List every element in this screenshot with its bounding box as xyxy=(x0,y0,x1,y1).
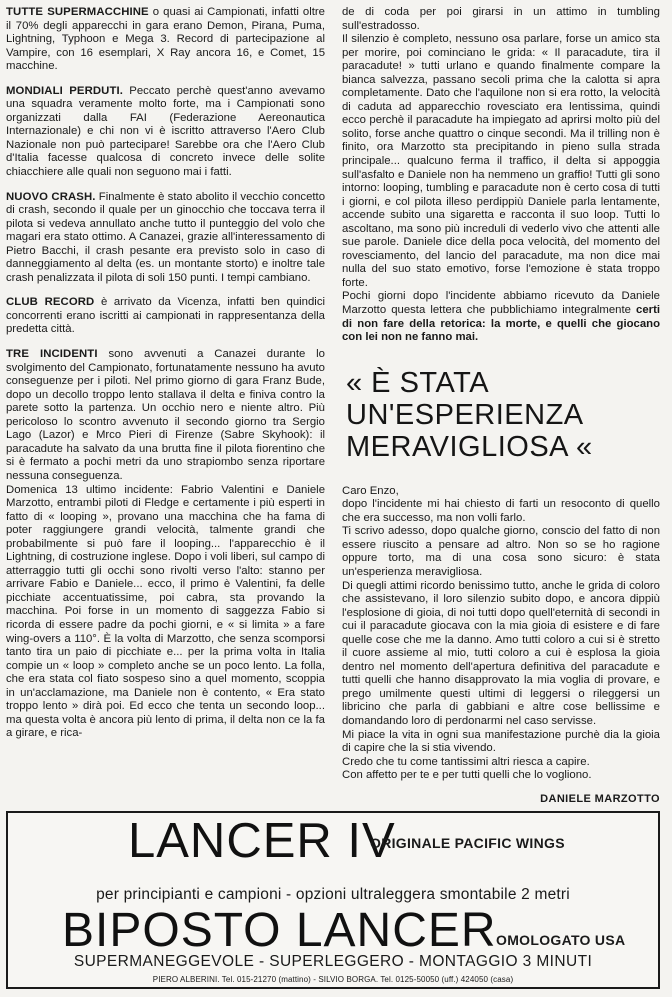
news-item-club-record xyxy=(6,296,325,337)
ad-title-lancer-iv: LANCER IV xyxy=(128,814,396,868)
right-column xyxy=(342,6,660,806)
news-text: o quasi ai Campionati, infatti oltre il 70% degli apparecchi in gara erano Demon, Pirana, Puma, Lightning, Typhoon e Mega 3. Record di partecipazione al Vampire, con 16 esemplari, X Ray ancora 16, e Comet, 15 macchine. xyxy=(6,6,325,73)
letter-salutation: Caro Enzo, xyxy=(342,484,399,497)
news-text: Peccato perchè quest'anno avevamo una squadra veramente molto forte, ma i Campionati sono organizzati dalla FAI (Federazione Aereonautica Internazionale) e chi non vi è iscritto attraverso l'Aero Club Nazionale non può partecipare! Sarebbe ora che l'Aero Club d'Italia facesse qualcosa di concreto invece delle solite chiacchiere alle quali non seguono mai i fatti. xyxy=(6,84,326,179)
ad-features: SUPERMANEGGEVOLE - SUPERLEGGERO - MONTAGGIO 3 MINUTI xyxy=(73,953,593,970)
ad-description: per principianti e campioni - opzioni ultraleggera smontabile 2 metri xyxy=(96,886,570,903)
story-paragraph: Il silenzio è completo, nessuno osa parlare, forse un amico sta per morire, poi cominciano le grida: « Il paracadute, tira il paracadute! » tutti urlano e quando finalmente compare la bianca salvezza, passano secoli prima che la calotta si apra completamente. Dato che l'aquilone non si era rotto, la velocità di caduta ad apparecchio rovesciato era lentissima, quindi ecco perchè il paracadute ha impiegato ad aprirsi molto più del solito, forse anche quattro o cinque secondi. Ma il trilling non è finito, ora Marzotto sta precipitando in pieno sulla strada principale... qualcuno ferma il traffico, il delta si appoggia sull'asfalto e Daniele non ha nemmeno un graffio! Tutti gli sono intorno: looping, tumbling e paracadute non è certo cosa di tutti i giorni, e col pilota illeso perdippiù Daniele parla lentamente, accende subito una sigaretta e racconta il suo loop. Tutti lo ascoltano, ma sono più increduli di vederlo vivo che attenti alle sue parole. Daniele dice della poca velocità, del momento del rovesciamento, del lancio del paracadute, ma non dice mai nulla del suo stato emotivo, forse l'emozione è stata troppo forte. xyxy=(342,33,660,289)
news-item-incidenti xyxy=(6,348,325,741)
headline-line: UN'ESPERIENZA xyxy=(346,398,584,431)
ad-contacts: PIERO ALBERINI. Tel. 015-21270 (mattino) - SILVIO BORGA. Tel. 0125-50050 (uff.) 424050 (casa) xyxy=(152,975,514,984)
story-intro-bold: certi di non fare della retorica: la morte, e quelli che giocano con lei non ne fanno mai. xyxy=(342,304,660,344)
news-text: è arrivato da Vicenza, infatti ben quindici concorrenti erano iscritti ai campionati in rappresentanza della predetta città. xyxy=(6,296,326,336)
letter-paragraph: Con affetto per te e per tutti quelli che lo vogliono. xyxy=(342,769,592,782)
story-intro-text: Pochi giorni dopo l'incidente abbiamo ricevuto da Daniele Marzotto questa lettera che pubblichiamo integralmente xyxy=(342,290,660,317)
news-text: Finalmente è stato abolito il vecchio concetto di crash, secondo il quale per un ginocchio che toccava terra il pilota si vedeva annullato anche tutto il punteggio del volo che magari era stato ottimo. A Canazei, grazie all'interessamento di Pietro Bacchi, il crash pesante era previsto solo in caso di danneggiamento al delta (es. un montante storto) e inoltre tale crash penalizzata il pilota di soli 150 punti. I tempi cambiano. xyxy=(6,190,325,284)
news-item-supermacchine xyxy=(6,6,325,74)
news-item-mondiali xyxy=(6,85,325,180)
news-keyword: MONDIALI PERDUTI. xyxy=(6,84,124,97)
ad-tagline-pacific-wings: ORIGINALE PACIFIC WINGS xyxy=(370,835,565,851)
letter-paragraph: Mi piace la vita in ogni sua manifestazione purchè dia la gioia di capire che la si stia vivendo. xyxy=(342,728,660,755)
letter-signature: DANIELE MARZOTTO xyxy=(540,792,660,805)
news-keyword: CLUB RECORD xyxy=(6,296,95,309)
story-continuation: de di coda per poi girarsi in un attimo in tumbling sull'estradosso. xyxy=(342,6,660,32)
news-text-continued: Domenica 13 ultimo incidente: Fabrio Valentini e Daniele Marzotto, entrambi piloti di Fledge e certamente i più esperti in fatto di « looping », provano una macchina che ha fama di poter raggiungere grandi velocità, talmente grandi che probabilmente si può fare il looping... l'apparecchio è il Lightning, di costruzione inglese. Dopo i voli liberi, sul campo di atterraggio tutti gli occhi sono rivolti verso l'alto: stanno per arrivare Fabio e Daniele... ecco, il primo è Valentini, fa delle picchiate accentuatissime, poi cabra, sta provando la macchina. Poi forse in un momento di saggezza Fabio si ricorda di essere padre da pochi giorni, e « si limita » a fare wing-overs a 110°. È la volta di Marzotto, che senza scomporsi tanto tira un paio di picchiate e... per la prima volta in Italia compie un « loop » completo anche se un poco lento. La folla, che era stata col fiato sospeso sino a quel momento, scoppia in un'acclamazione, ma Daniele non è contento, « Era stato troppo lento » dirà poi. Ed ecco che tenta un secondo loop... ma questa volta è ancora più lento di prima, il delta non ce la fa a girare, e rica- xyxy=(6,483,325,740)
headline-line: « È STATA xyxy=(346,366,490,399)
letter-paragraph: dopo l'incidente mi hai chiesto di farti un resoconto di quello che era successo, ma non volli farlo. xyxy=(342,498,660,524)
advertisement-box xyxy=(6,811,660,989)
news-keyword: NUOVO CRASH. xyxy=(6,190,96,203)
news-text: sono avvenuti a Canazei durante lo svolgimento del Campionato, fortunatamente nessuno ha avuto conseguenze per i piloti. Nel primo giorno di gara Franz Bude, dopo un decollo troppo lento stallava il delta e finiva contro la parete sotto la partenza. Un occhio nero e niente altro. Più pericoloso lo scontro avvenuto il secondo giorno tra Sergio Lago (Lazor) e Mrco Pieri di Firenze (Sabre Skyhook): il paracadute ha salvato da una brutta fine il pilota fiorentino che si è fermato a pochi metri da uno strapiombo senza riportare nessuna conseguenza. xyxy=(6,348,325,482)
ad-tagline-omologato: OMOLOGATO USA xyxy=(496,932,626,948)
story-intro-letter xyxy=(342,290,660,344)
news-keyword: TRE INCIDENTI xyxy=(6,348,98,361)
letter-headline xyxy=(346,367,660,463)
ad-title-biposto: BIPOSTO LANCER xyxy=(62,904,497,957)
letter-paragraph: Credo che tu come tantissimi altri riesca a capire. xyxy=(342,755,590,768)
news-item-crash xyxy=(6,191,325,286)
letter-paragraph: Di quegli attimi ricordo benissimo tutto, anche le grida di coloro che assistevano, il loro silenzio subito dopo, e ancora dippiù l'esplosione di gioia, di noi tutti dopo quell'eternità di secondi in cui il paracadute giocava con la mia gioia di esistere e di fare quelle cose che me la danno. Amo tutti coloro a cui si è stretto il cuore assieme al mio, tutti coloro a cui è esplosa la gioia dentro nel momento dell'apertura definitiva del paracadute e tutti quelli che hanno disapprovato la mia voglia di provare, e prego umilmente questi ultimi di leggersi o rileggersi un libricino che parla di gabbiani e altre cose bellissime e domandando loro di perdonarmi nel caso servisse. xyxy=(342,579,660,727)
headline-line: MERAVIGLIOSA « xyxy=(346,430,593,463)
left-column xyxy=(6,6,325,752)
news-keyword: TUTTE SUPERMACCHINE xyxy=(6,6,149,18)
letter-body xyxy=(342,485,660,807)
letter-paragraph: Ti scrivo adesso, dopo qualche giorno, conscio del fatto di non essere riuscito a pensare ad altro. Non so se ho ragione oppure torto, ma di una cosa sono sicuro: è stata un'esperienza meravigliosa. xyxy=(342,525,660,578)
